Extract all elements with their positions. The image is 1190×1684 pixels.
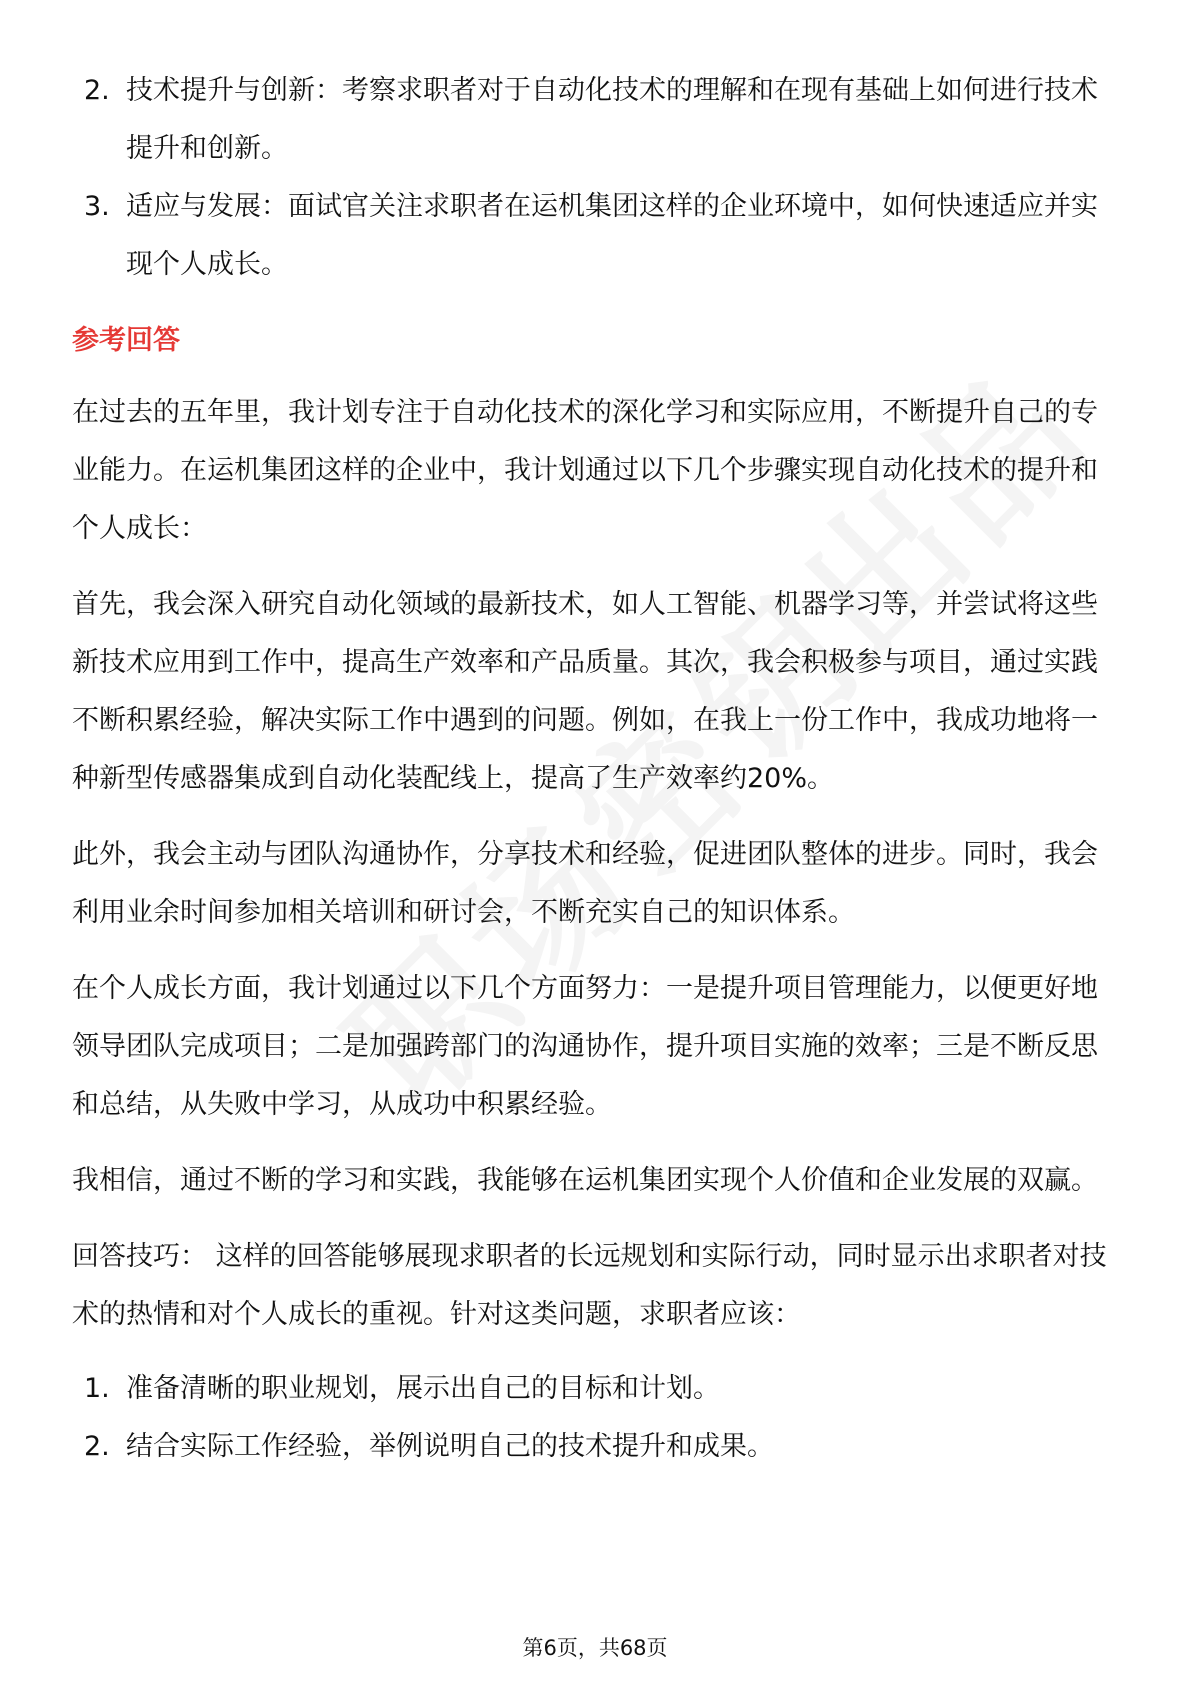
- tips-list: [72, 1360, 1122, 1476]
- answer-paragraph: 首先，我会深入研究自动化领域的最新技术，如人工智能、机器学习等，并尝试将这些新技术应用到工作中，提高生产效率和产品质量。其次，我会积极参与项目，通过实践不断积累经验，解决实际工作中遇到的问题。例如，在我上一份工作中，我成功地将一种新型传感器集成到自动化装配线上，提高了生产效率约20%。: [72, 589, 1098, 794]
- list-item-number: 1.: [84, 1373, 110, 1404]
- section-heading: 参考回答: [72, 325, 180, 356]
- list-item-text: 适应与发展：面试官关注求职者在运机集团这样的企业环境中，如何快速适应并实现个人成长。: [126, 191, 1098, 280]
- list-item-number: 2.: [84, 75, 110, 106]
- list-item: [72, 1360, 1122, 1418]
- page-number-footer: 第6页，共68页: [522, 1636, 668, 1660]
- answer-paragraph: 此外，我会主动与团队沟通协作，分享技术和经验，促进团队整体的进步。同时，我会利用业余时间参加相关培训和研讨会，不断充实自己的知识体系。: [72, 839, 1098, 928]
- answer-paragraph: 我相信，通过不断的学习和实践，我能够在运机集团实现个人价值和企业发展的双赢。: [72, 1165, 1098, 1196]
- list-item: [72, 178, 1122, 294]
- answer-paragraph: 在过去的五年里，我计划专注于自动化技术的深化学习和实际应用，不断提升自己的专业能力。在运机集团这样的企业中，我计划通过以下几个步骤实现自动化技术的提升和个人成长：: [72, 397, 1098, 544]
- list-item: [72, 1418, 1122, 1476]
- list-item-text: 准备清晰的职业规划，展示出自己的目标和计划。: [126, 1373, 720, 1404]
- list-item-number: 2.: [84, 1431, 110, 1462]
- tips-paragraph: 回答技巧： 这样的回答能够展现求职者的长远规划和实际行动，同时显示出求职者对技术的热情和对个人成长的重视。针对这类问题，求职者应该：: [72, 1241, 1107, 1330]
- page-content: [72, 62, 1122, 1476]
- list-item: [72, 62, 1122, 178]
- list-item-text: 结合实际工作经验，举例说明自己的技术提升和成果。: [126, 1431, 774, 1462]
- list-item-number: 3.: [84, 191, 110, 222]
- list-item-text: 技术提升与创新：考察求职者对于自动化技术的理解和在现有基础上如何进行技术提升和创新。: [126, 75, 1098, 164]
- answer-paragraph: 在个人成长方面，我计划通过以下几个方面努力：一是提升项目管理能力，以便更好地领导团队完成项目；二是加强跨部门的沟通协作，提升项目实施的效率；三是不断反思和总结，从失败中学习，从成功中积累经验。: [72, 973, 1098, 1120]
